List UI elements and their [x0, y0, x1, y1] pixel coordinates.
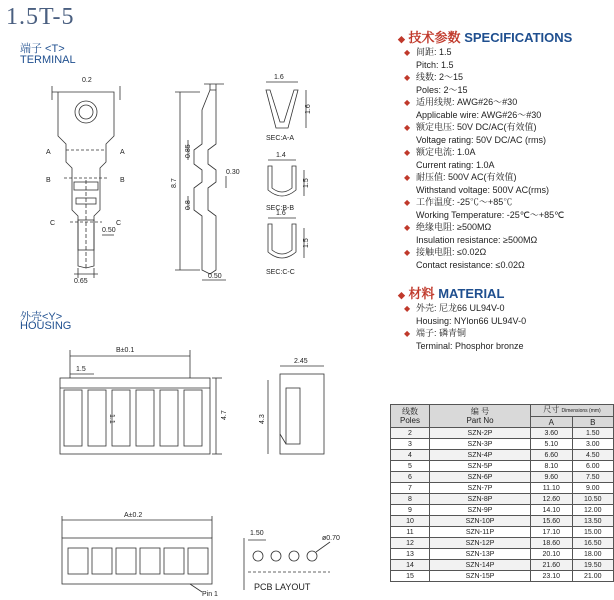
table-cell: 12.00: [572, 505, 614, 516]
specs-list: [404, 46, 610, 271]
dim-label: 1.5: [76, 366, 86, 373]
table-cell: 9.00: [572, 483, 614, 494]
material-header: ◆ 材料 MATERIAL: [398, 286, 505, 301]
table-cell: 8: [391, 494, 430, 505]
cut-label: C: [116, 220, 122, 227]
table-cell: 4: [391, 450, 430, 461]
cut-label: B: [120, 177, 125, 184]
dim-label: 1.5: [303, 178, 310, 188]
table-row: [391, 538, 614, 549]
materials-list: [404, 302, 610, 352]
table-cell: 19.50: [572, 560, 614, 571]
section-label: SEC:B-B: [266, 205, 295, 212]
housing-label-zh: 外壳<Y>: [20, 311, 63, 323]
dim-label: A±0.2: [124, 512, 143, 519]
spec-item: ◆ 额定电流: 1.0A Current rating: 1.0A: [404, 147, 495, 170]
dim-label: 4.7: [221, 410, 228, 420]
table-cell: 8.10: [531, 461, 573, 472]
terminal-label-zh: 端子 <T>: [20, 43, 65, 55]
spec-item: ◆ 线数: 2～15 Poles: 2～15: [404, 72, 468, 95]
table-cell: 18.60: [531, 538, 573, 549]
dim-label: 8.7: [171, 178, 178, 188]
table-cell: 3.00: [572, 439, 614, 450]
table-cell: 15: [391, 571, 430, 582]
dimensions-table: [390, 404, 614, 582]
dim-label: 1.6: [276, 210, 286, 217]
spec-item: ◆ 接触电阻: ≤0.02Ω Contact resistance: ≤0.02Ω: [404, 247, 525, 270]
table-cell: 12: [391, 538, 430, 549]
table-cell: 11.10: [531, 483, 573, 494]
cut-label: A: [120, 149, 125, 156]
table-row: [391, 439, 614, 450]
table-cell: SZN-12P: [430, 538, 531, 549]
table-cell: 2: [391, 428, 430, 439]
table-cell: SZN-15P: [430, 571, 531, 582]
table-cell: 14.10: [531, 505, 573, 516]
table-row: [391, 516, 614, 527]
page-title: 1.5T-5: [6, 4, 75, 30]
cut-label: A: [46, 149, 51, 156]
cut-label: B: [46, 177, 51, 184]
table-row: [391, 483, 614, 494]
spec-item: ◆ 适用线规: AWG#26～#30 Applicable wire: AWG#26～#30: [404, 97, 542, 120]
table-cell: 21.60: [531, 560, 573, 571]
table-row: [391, 461, 614, 472]
table-cell: 12.60: [531, 494, 573, 505]
col-b: B: [572, 417, 614, 428]
specs-header: ◆ 技术参数 SPECIFICATIONS: [398, 30, 573, 45]
table-cell: SZN-3P: [430, 439, 531, 450]
table-cell: 10.50: [572, 494, 614, 505]
spec-item: ◆ 额定电压: 50V DC/AC(有效值) Voltage rating: 50V DC/AC (rms): [404, 122, 547, 145]
dimensions-table-wrapper: [390, 404, 614, 582]
table-row: [391, 571, 614, 582]
table-cell: 5: [391, 461, 430, 472]
spec-item: ◆ 工作温度: -25℃～+85℃ Working Temperature: -25℃～+85℃: [404, 197, 565, 220]
pcb-layout-label: PCB LAYOUT: [254, 582, 311, 592]
dim-label: 0.8: [185, 200, 192, 210]
table-cell: 16.50: [572, 538, 614, 549]
dim-label: 1.1: [108, 414, 115, 424]
table-cell: 6.60: [531, 450, 573, 461]
spec-item: ◆ 间距: 1.5 Pitch: 1.5: [404, 47, 454, 70]
table-cell: 15.00: [572, 527, 614, 538]
dim-label: 1.6: [305, 104, 312, 114]
dim-label: B±0.1: [116, 347, 135, 354]
table-cell: SZN-13P: [430, 549, 531, 560]
dim-label: 1.6: [274, 74, 284, 81]
table-cell: 18.00: [572, 549, 614, 560]
table-cell: SZN-6P: [430, 472, 531, 483]
table-cell: 17.10: [531, 527, 573, 538]
housing-label-en: HOUSING: [20, 320, 72, 332]
table-cell: 1.50: [572, 428, 614, 439]
table-cell: 11: [391, 527, 430, 538]
section-label: SEC:C-C: [266, 269, 295, 276]
table-cell: 21.00: [572, 571, 614, 582]
housing-drawing: [40, 338, 340, 462]
table-cell: SZN-8P: [430, 494, 531, 505]
table-cell: 3.60: [531, 428, 573, 439]
dim-label: 0.85: [185, 144, 192, 158]
spec-item: ◆ 耐压值: 500V AC(有效值) Withstand voltage: 500V AC(rms): [404, 172, 550, 195]
table-cell: 10: [391, 516, 430, 527]
col-dims: 尺寸 Dimensions (mm): [531, 405, 614, 417]
table-cell: 23.10: [531, 571, 573, 582]
terminal-drawing: [30, 70, 350, 285]
table-row: [391, 472, 614, 483]
table-cell: SZN-4P: [430, 450, 531, 461]
table-cell: 9: [391, 505, 430, 516]
table-cell: 3: [391, 439, 430, 450]
material-header-zh: 材料: [408, 286, 435, 301]
pin1-label: Pin 1: [202, 591, 218, 598]
material-header-en: MATERIAL: [438, 286, 505, 301]
dim-label: 0.50: [102, 227, 116, 234]
dim-label: 0.2: [82, 77, 92, 84]
material-item: ◆ 外壳: 尼龙66 UL94V-0 Housing: NYlon66 UL94V-0: [404, 303, 527, 326]
table-cell: 6.00: [572, 461, 614, 472]
specs-header-zh: 技术参数: [408, 30, 461, 45]
table-cell: SZN-9P: [430, 505, 531, 516]
terminal-label-en: TERMINAL: [20, 54, 76, 66]
table-cell: 20.10: [531, 549, 573, 560]
dim-label: 1.5: [303, 238, 310, 248]
table-row: [391, 549, 614, 560]
bottom-drawing: [40, 508, 370, 600]
dim-label: ø0.70: [322, 535, 340, 542]
table-cell: SZN-2P: [430, 428, 531, 439]
table-cell: 6: [391, 472, 430, 483]
table-row: [391, 527, 614, 538]
col-part: 编 号 Part No: [430, 405, 531, 428]
dim-label: 2.45: [294, 358, 308, 365]
table-cell: SZN-10P: [430, 516, 531, 527]
table-cell: 7: [391, 483, 430, 494]
table-cell: 14: [391, 560, 430, 571]
table-cell: SZN-14P: [430, 560, 531, 571]
dim-label: 0.50: [208, 273, 222, 280]
table-cell: 9.60: [531, 472, 573, 483]
cut-label: C: [50, 220, 56, 227]
dim-label: 1.4: [276, 152, 286, 159]
dim-label: 0.65: [74, 278, 88, 285]
table-cell: 13.50: [572, 516, 614, 527]
table-cell: SZN-5P: [430, 461, 531, 472]
spec-item: ◆ 绝缘电阻: ≥500MΩ Insulation resistance: ≥500MΩ: [404, 222, 538, 245]
table-cell: 5.10: [531, 439, 573, 450]
table-row: [391, 450, 614, 461]
specs-header-en: SPECIFICATIONS: [464, 30, 573, 45]
dim-label: 0.30: [226, 169, 240, 176]
table-cell: SZN-11P: [430, 527, 531, 538]
material-item: ◆ 端子: 磷青铜 Terminal: Phosphor bronze: [404, 328, 524, 351]
table-cell: 13: [391, 549, 430, 560]
table-cell: SZN-7P: [430, 483, 531, 494]
table-row: [391, 505, 614, 516]
dim-label: 1.50: [250, 530, 264, 537]
table-row: [391, 560, 614, 571]
table-cell: 15.60: [531, 516, 573, 527]
col-a: A: [531, 417, 573, 428]
table-row: [391, 494, 614, 505]
table-cell: 4.50: [572, 450, 614, 461]
col-poles: 线数 Poles: [391, 405, 430, 428]
table-row: [391, 428, 614, 439]
section-label: SEC:A-A: [266, 135, 295, 142]
dim-label: 4.3: [259, 414, 266, 424]
table-cell: 7.50: [572, 472, 614, 483]
